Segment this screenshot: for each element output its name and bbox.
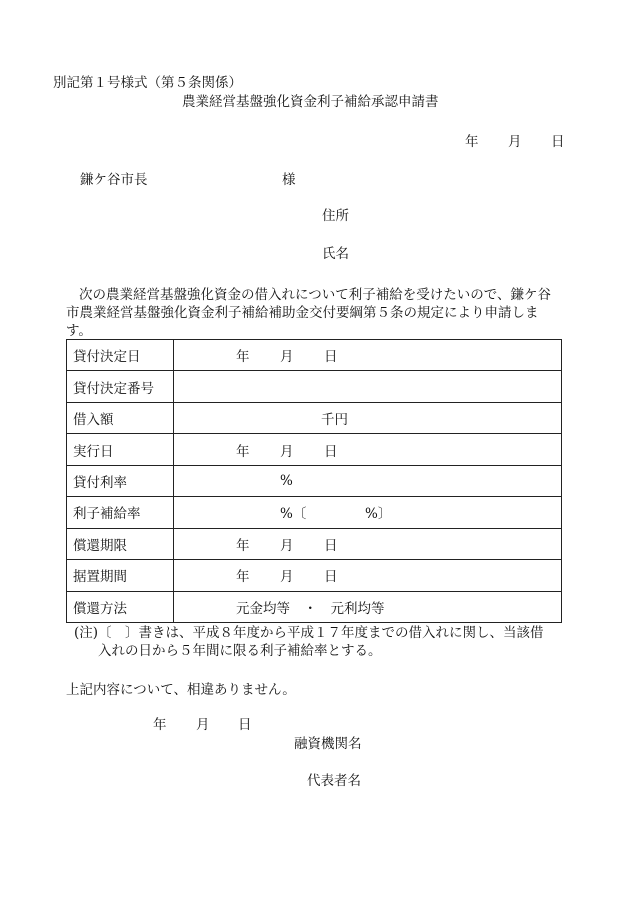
value-year: 年 <box>236 537 250 554</box>
header-date-month: 月 <box>508 134 522 150</box>
header-date-year: 年 <box>465 134 479 150</box>
row-label: 利子補給率 <box>67 497 174 528</box>
row-label: 実行日 <box>67 434 174 465</box>
representative-label: 代表者名 <box>307 773 361 789</box>
row-label: 貸付決定日 <box>67 340 174 371</box>
note-line-2: 入れの日から５年間に限る利子補給率とする。 <box>98 643 382 659</box>
row-value <box>174 497 562 528</box>
value-day: 日 <box>324 537 338 554</box>
value-month: 月 <box>280 569 294 586</box>
application-table <box>66 339 562 623</box>
row-value <box>174 402 562 433</box>
table-row <box>67 465 562 496</box>
row-value <box>174 371 562 402</box>
row-value <box>174 528 562 559</box>
value-percent-bracket: %〕 <box>365 506 392 523</box>
row-value <box>174 591 562 623</box>
value-day: 日 <box>324 569 338 586</box>
addressee-name: 鎌ケ谷市長 <box>80 172 148 188</box>
value-percent: %〔 <box>280 506 307 523</box>
document-title: 農業経営基盤強化資金利子補給承認申請書 <box>182 94 439 110</box>
row-label: 貸付決定番号 <box>67 371 174 402</box>
value-year: 年 <box>236 349 250 366</box>
institution-label: 融資機関名 <box>294 736 362 752</box>
header-date-day: 日 <box>551 134 565 150</box>
value-day: 日 <box>324 349 338 366</box>
value-unit: 千円 <box>321 412 348 429</box>
row-label: 貸付利率 <box>67 465 174 496</box>
repayment-method-options: 元金均等 ・ 元利均等 <box>236 600 385 617</box>
table-row <box>67 497 562 528</box>
footer-date-year: 年 <box>153 717 167 733</box>
applicant-address-label: 住所 <box>322 208 349 224</box>
value-year: 年 <box>236 443 250 460</box>
row-value <box>174 434 562 465</box>
row-value <box>174 560 562 591</box>
table-row <box>67 371 562 402</box>
applicant-name-label: 氏名 <box>322 246 349 262</box>
table-row <box>67 340 562 371</box>
confirmation-text: 上記内容について、相違ありません。 <box>66 682 296 698</box>
footer-date-day: 日 <box>238 717 252 733</box>
application-body-text: 次の農業経営基盤強化資金の借入れについて利子補給を受けたいので、鎌ケ谷市農業経営基盤強化資金利子補給補助金交付要綱第５条の規定により申請します。 <box>66 287 551 339</box>
row-value <box>174 465 562 496</box>
value-month: 月 <box>280 443 294 460</box>
row-label: 据置期間 <box>67 560 174 591</box>
row-value <box>174 340 562 371</box>
table-row <box>67 560 562 591</box>
value-month: 月 <box>280 537 294 554</box>
table-row <box>67 591 562 623</box>
value-month: 月 <box>280 349 294 366</box>
note-line-1: (注)〔 〕書きは、平成８年度から平成１７年度までの借入れに関し、当該借 <box>74 625 544 641</box>
addressee-honorific: 様 <box>282 172 296 188</box>
value-percent: % <box>280 472 293 489</box>
row-label: 償還期限 <box>67 528 174 559</box>
value-day: 日 <box>324 443 338 460</box>
table-row <box>67 528 562 559</box>
form-number: 別記第１号様式（第５条関係） <box>53 75 242 91</box>
table-row <box>67 434 562 465</box>
value-year: 年 <box>236 569 250 586</box>
row-label: 借入額 <box>67 402 174 433</box>
row-label: 償還方法 <box>67 591 174 623</box>
table-row <box>67 402 562 433</box>
footer-date-month: 月 <box>196 717 210 733</box>
